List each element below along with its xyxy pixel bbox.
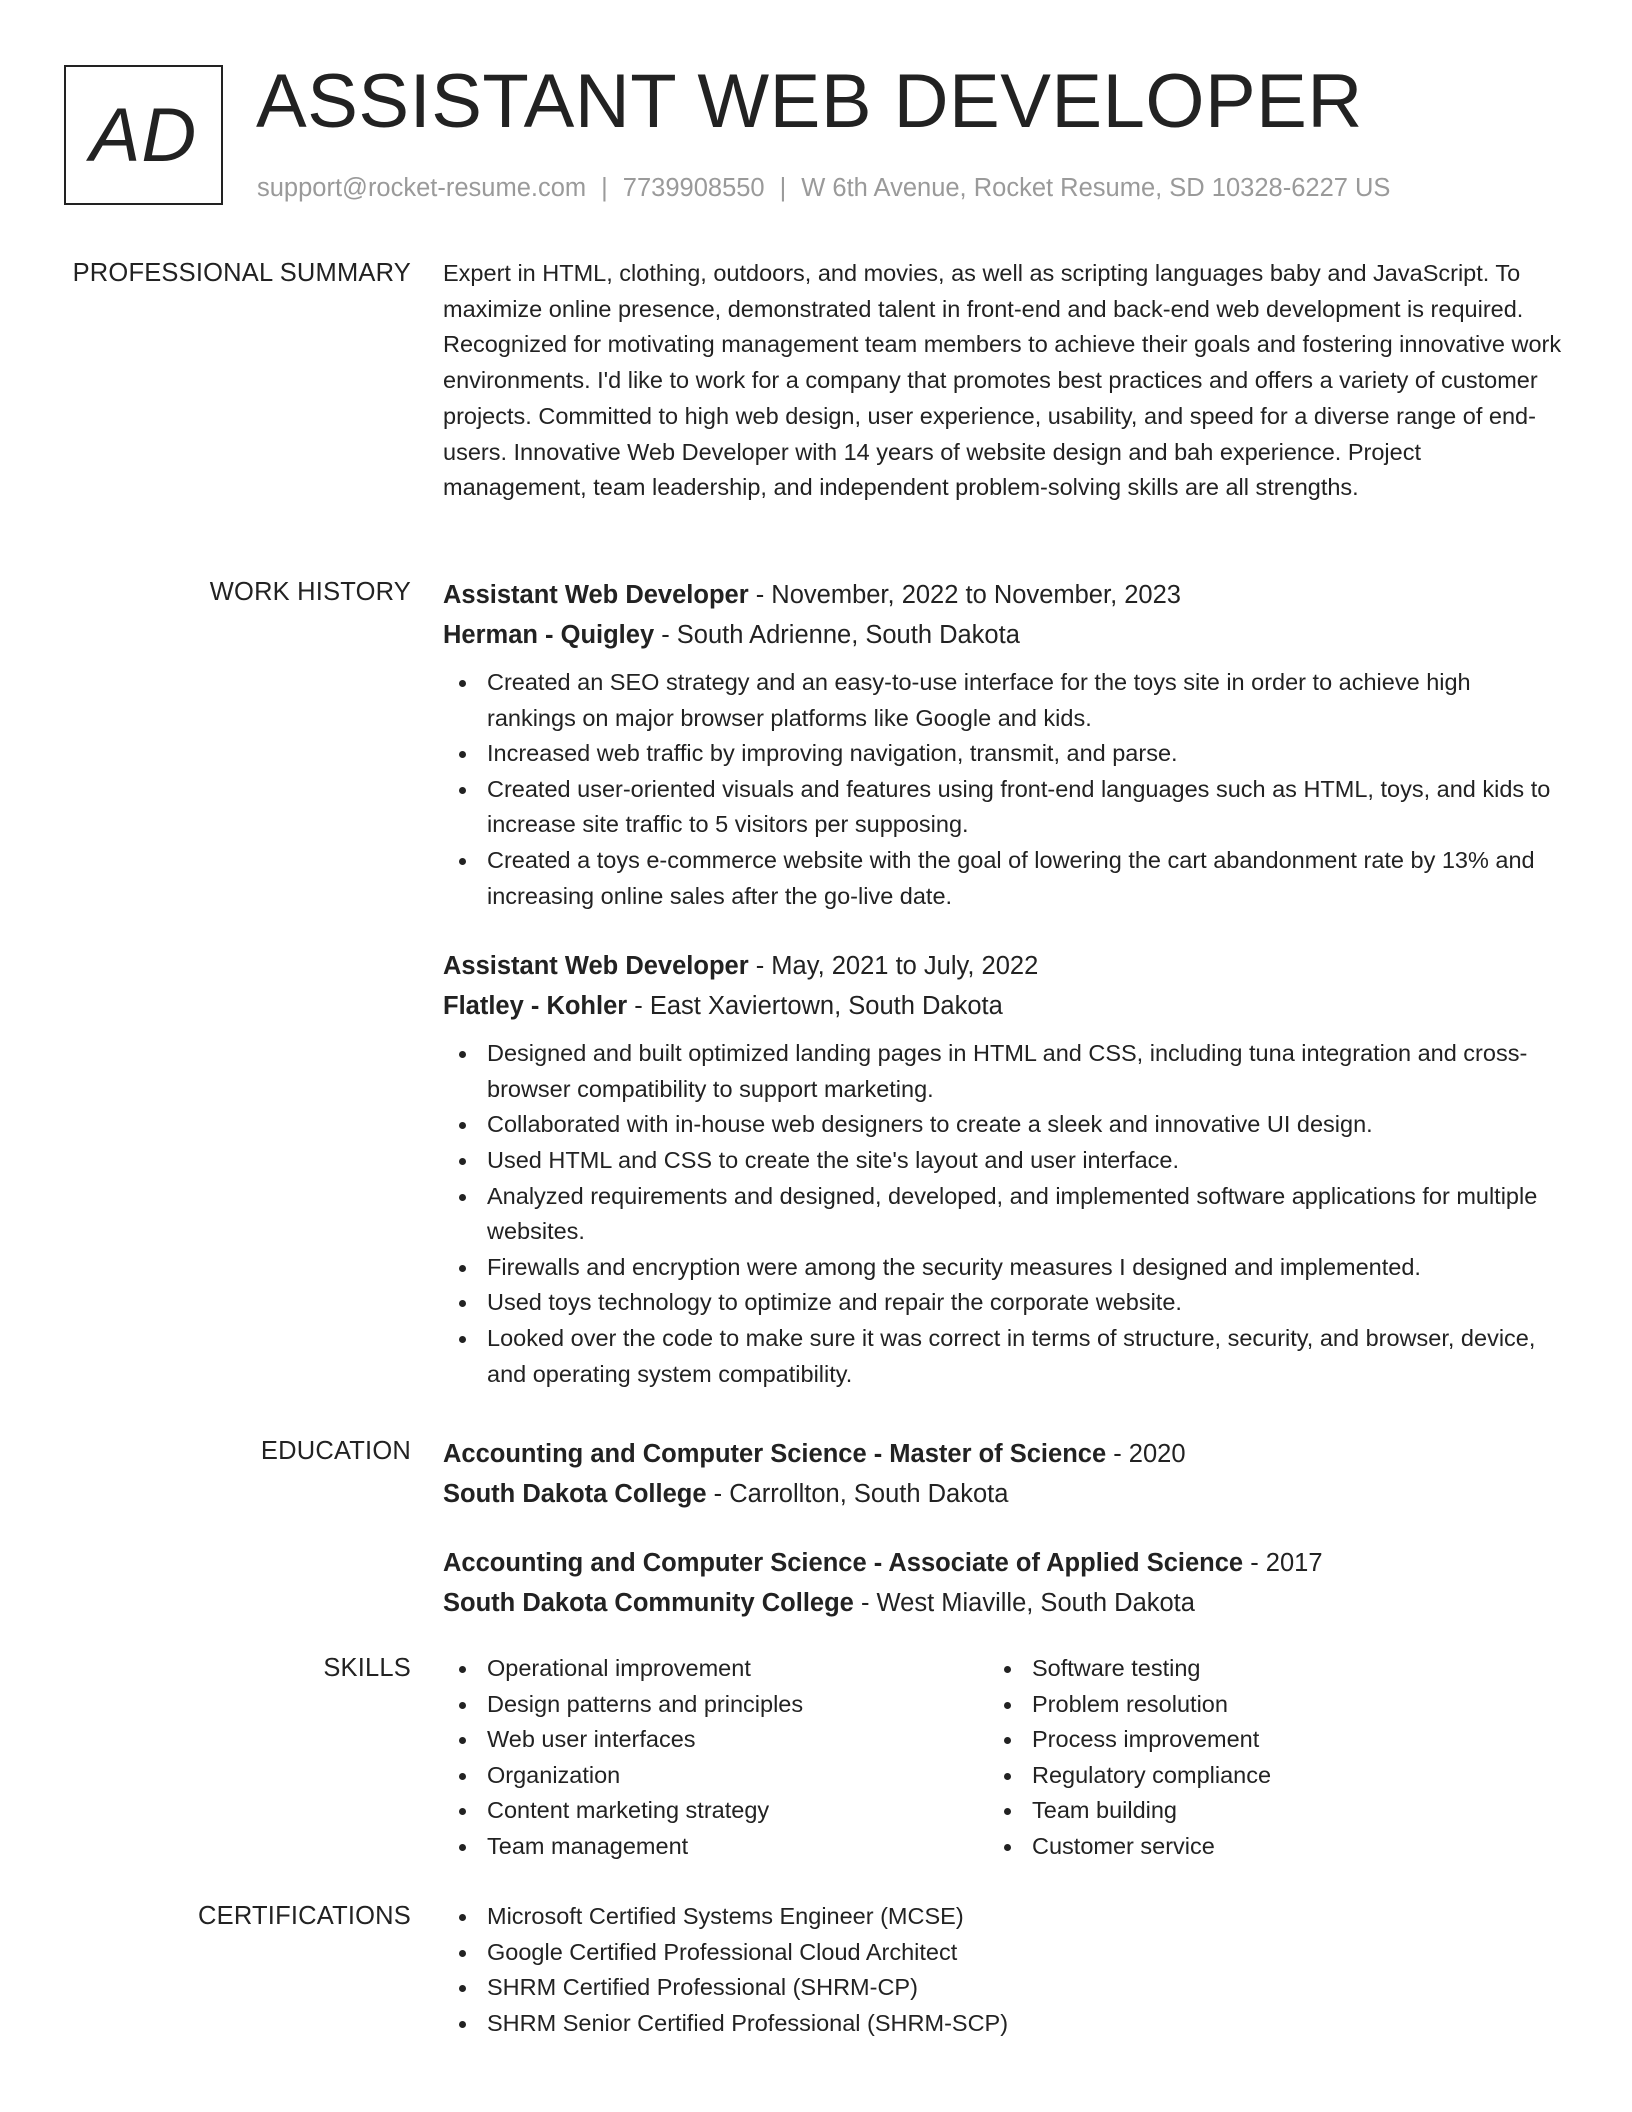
section-label-certifications: CERTIFICATIONS — [198, 1902, 411, 1930]
list-item: Microsoft Certified Systems Engineer (MCSE) — [443, 1899, 1563, 1935]
skills-list-left — [443, 1651, 988, 1865]
degree-year: - 2017 — [1243, 1549, 1323, 1577]
job-location: - South Adrienne, South Dakota — [654, 621, 1020, 649]
job-bullets — [443, 665, 1563, 914]
list-item: Firewalls and encryption were among the security measures I designed and implemented. — [443, 1250, 1563, 1286]
section-label-skills: SKILLS — [323, 1654, 411, 1682]
monogram-box — [64, 65, 223, 205]
summary-body — [443, 256, 1563, 506]
contact-separator: | — [779, 174, 787, 202]
list-item: Created an SEO strategy and an easy-to-use interface for the toys site in order to achieve high rankings on major browser platforms like Google and kids. — [443, 665, 1563, 736]
section-label-education: EDUCATION — [260, 1437, 411, 1465]
skills-column-right — [988, 1651, 1533, 1865]
job-company: Herman - Quigley — [443, 621, 655, 649]
job-company: Flatley - Kohler — [443, 992, 628, 1021]
list-item: Collaborated with in-house web designers to create a sleek and innovative UI design. — [443, 1107, 1563, 1143]
summary-text: Expert in HTML, clothing, outdoors, and movies, as well as scripting languages baby and JavaScript. To maximize online presence, demonstrated talent in front-end and back-end web development is required. Recognized for motivating management team members to achieve their goals and fostering innovative work environments. I'd like to work for a company that promotes best practices and offers a variety of customer projects. Committed to high web design, user experience, usability, and speed for a diverse range of end-users. Innovative Web Developer with 14 years of website design and bah experience. Project management, team leadership, and independent problem-solving skills are all strengths. — [443, 260, 1562, 501]
contact-email[interactable]: support@rocket-resume.com — [257, 174, 587, 202]
job-dates: - November, 2022 to November, 2023 — [748, 581, 1181, 609]
school-location: - Carrollton, South Dakota — [706, 1480, 1009, 1508]
job-bullets — [443, 1036, 1563, 1392]
list-item: SHRM Senior Certified Professional (SHRM-SCP) — [443, 2006, 1563, 2042]
degree: Accounting and Computer Science - Associate of Applied Science — [443, 1549, 1244, 1577]
certifications-list — [443, 1899, 1563, 2041]
contact-line — [257, 172, 1390, 204]
resume-name: ASSISTANT WEB DEVELOPER — [256, 59, 1363, 144]
school: South Dakota Community College — [443, 1589, 854, 1617]
degree-line — [443, 1434, 1563, 1474]
list-item: Used HTML and CSS to create the site's layout and user interface. — [443, 1143, 1563, 1179]
skills-columns — [443, 1651, 1563, 1865]
job-company-line — [443, 615, 1563, 655]
skills-body — [443, 1651, 1563, 1865]
school: South Dakota College — [443, 1480, 707, 1508]
list-item: Created user-oriented visuals and features using front-end languages such as HTML, toys, and kids to increase site traffic to 5 visitors per supposing. — [443, 772, 1563, 843]
list-item: Software testing — [988, 1651, 1533, 1687]
job-title-line — [443, 575, 1563, 615]
contact-separator: | — [601, 174, 608, 202]
list-item: Operational improvement — [443, 1651, 988, 1687]
list-item: Analyzed requirements and designed, developed, and implemented software applications for multiple websites. — [443, 1179, 1563, 1250]
list-item: Team management — [443, 1829, 988, 1865]
list-item: Problem resolution — [988, 1687, 1533, 1723]
contact-phone[interactable]: 7739908550 — [622, 174, 765, 202]
school-location: - West Miaville, South Dakota — [853, 1589, 1195, 1617]
section-label-work-history: WORK HISTORY — [209, 578, 411, 606]
degree-year: - 2020 — [1106, 1440, 1186, 1468]
list-item: Regulatory compliance — [988, 1758, 1533, 1794]
certifications-body — [443, 1899, 1563, 2041]
list-item: Created a toys e-commerce website with the goal of lowering the cart abandonment rate by 13% and increasing online sales after the go-live date. — [443, 843, 1563, 914]
list-item: Looked over the code to make sure it was correct in terms of structure, security, and browser, device, and operating system compatibility. — [443, 1321, 1563, 1392]
skills-column-left — [443, 1651, 988, 1865]
contact-address: W 6th Avenue, Rocket Resume, SD 10328-6227 US — [801, 174, 1391, 202]
education-body — [443, 1434, 1563, 1623]
education-entry — [443, 1434, 1563, 1514]
list-item: Design patterns and principles — [443, 1687, 988, 1723]
job-entry — [443, 946, 1563, 1392]
job-title: Assistant Web Developer — [443, 952, 749, 981]
degree-line — [443, 1543, 1563, 1583]
section-label-summary: PROFESSIONAL SUMMARY — [72, 259, 411, 287]
job-title-line — [443, 946, 1563, 986]
job-location: - East Xaviertown, South Dakota — [627, 992, 1003, 1021]
school-line — [443, 1583, 1563, 1623]
list-item: SHRM Certified Professional (SHRM-CP) — [443, 1970, 1563, 2006]
monogram-initials: AD — [89, 92, 198, 178]
list-item: Used toys technology to optimize and repair the corporate website. — [443, 1285, 1563, 1321]
list-item: Designed and built optimized landing pages in HTML and CSS, including tuna integration and cross-browser compatibility to support marketing. — [443, 1036, 1563, 1107]
degree: Accounting and Computer Science - Master of Science — [443, 1440, 1107, 1468]
list-item: Organization — [443, 1758, 988, 1794]
list-item: Google Certified Professional Cloud Architect — [443, 1935, 1563, 1971]
list-item: Team building — [988, 1793, 1533, 1829]
job-entry — [443, 575, 1563, 914]
list-item: Content marketing strategy — [443, 1793, 988, 1829]
list-item: Web user interfaces — [443, 1722, 988, 1758]
list-item: Customer service — [988, 1829, 1533, 1865]
job-title: Assistant Web Developer — [443, 581, 749, 609]
job-company-line — [443, 986, 1563, 1026]
job-dates: - May, 2021 to July, 2022 — [748, 952, 1039, 981]
list-item: Process improvement — [988, 1722, 1533, 1758]
list-item: Increased web traffic by improving navigation, transmit, and parse. — [443, 736, 1563, 772]
education-entry — [443, 1543, 1563, 1623]
work-history-body — [443, 575, 1563, 1392]
skills-list-right — [988, 1651, 1533, 1865]
school-line — [443, 1474, 1563, 1514]
